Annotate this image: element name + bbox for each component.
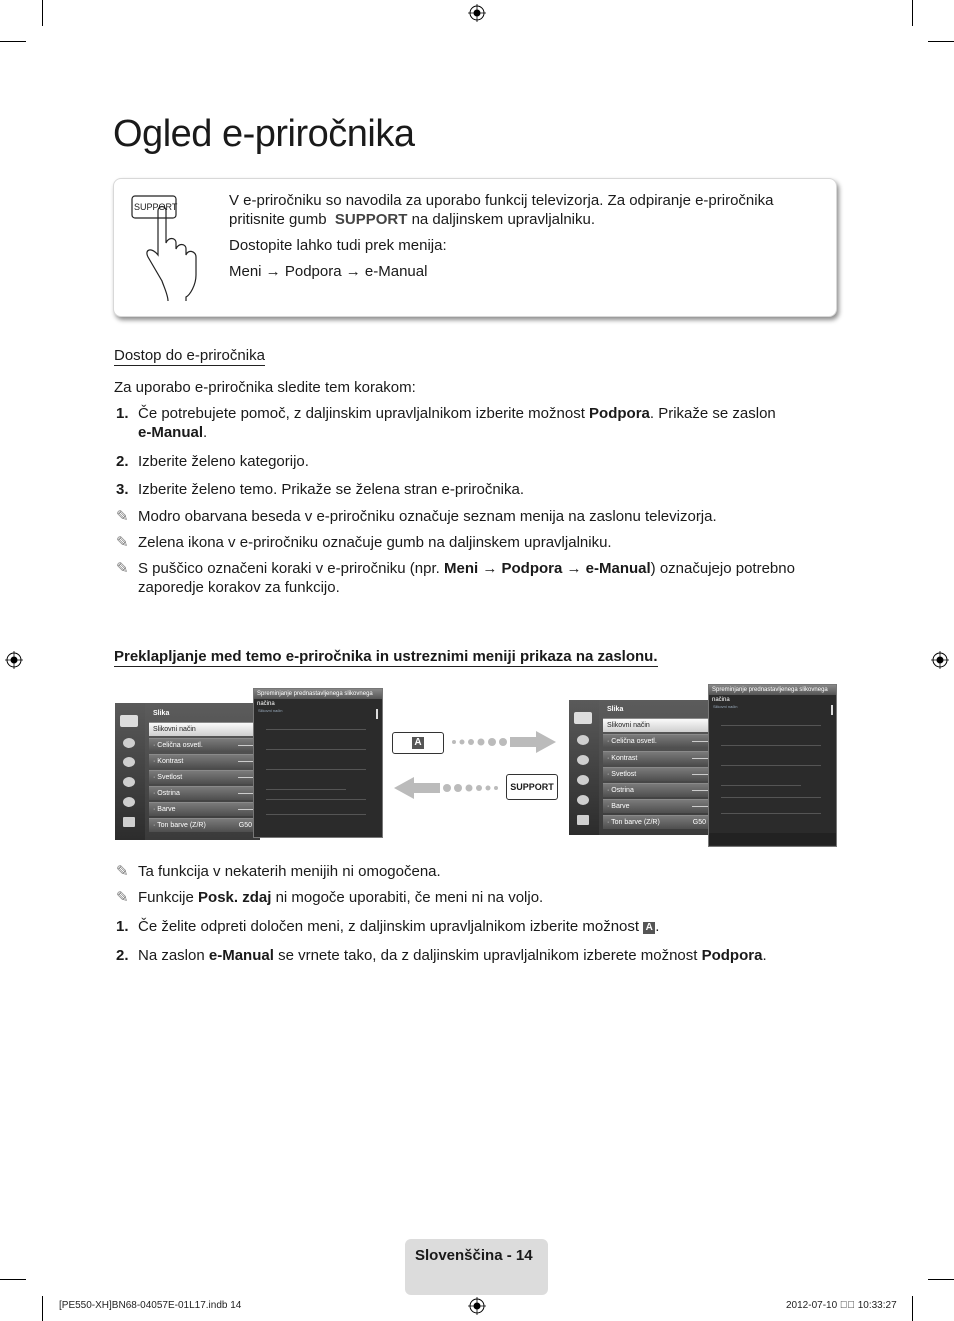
picture-icon (120, 715, 138, 727)
emanual-panel-title: Spreminjanje prednastavljenega slikovnega načina (709, 685, 836, 695)
step-number: 1. (116, 918, 129, 935)
section-heading: Dostop do e-priročnika (114, 347, 265, 364)
note-text-part: ) označujejo potrebno (650, 560, 795, 577)
crop-mark (912, 0, 913, 26)
key-a-button (392, 732, 444, 754)
menu-item[interactable]: · Kontrast (603, 751, 710, 765)
step-text-part: Na zaslon (138, 947, 205, 964)
crop-mark (0, 41, 26, 42)
note-pencil-icon: ✎ (116, 889, 129, 906)
menu-item[interactable]: · Celična osvetl. (149, 738, 256, 752)
network-icon (123, 777, 135, 787)
menu-item-label: Ton barve (Z/R) (157, 822, 206, 829)
crop-mark (0, 1279, 26, 1280)
note-pencil-icon: ✎ (116, 560, 129, 577)
broadcast-icon (577, 755, 589, 765)
menu-item-picture-mode[interactable] (149, 722, 256, 736)
menu-item-label: Svetlost (157, 774, 183, 781)
system-gear-icon (577, 795, 589, 805)
registration-mark-icon (5, 651, 23, 669)
step-number: 2. (116, 453, 129, 470)
note-text-part: Funkcije (138, 889, 194, 906)
menu-item-picture-mode[interactable] (603, 718, 714, 732)
menu-item-label: Celična osvetl. (157, 742, 203, 749)
sound-icon (577, 735, 589, 745)
note-text-part: ni mogoče uporabiti, če meni ni na voljo. (275, 889, 544, 906)
tv-menu-panel (145, 703, 260, 840)
network-icon (577, 775, 589, 785)
tv-sidebar (115, 703, 145, 840)
menu-item-label: Celična osvetl. (611, 738, 657, 745)
intro-paragraph (229, 191, 773, 229)
menu-item[interactable]: · Ostrina (149, 786, 256, 800)
step-text-part: . Prikaže se zaslon (649, 405, 776, 422)
note-text: Zelena ikona v e-priročniku označuje gumb na daljinskem upravljalniku. (138, 534, 612, 551)
step-text (138, 404, 776, 442)
support-key-name: SUPPORT (334, 211, 408, 228)
crop-mark (928, 41, 954, 42)
tv-screen-menu (115, 703, 260, 840)
menu-item[interactable]: · Svetlost (603, 767, 710, 781)
key-a-label: A (412, 737, 424, 749)
intro-text: na daljinskem upravljalniku. (411, 211, 596, 228)
menu-item-value: G50 (238, 822, 252, 829)
page-title: Ogled e-priročnika (113, 113, 415, 155)
picture-icon (574, 712, 592, 724)
page-number-label: Slovenščina - 14 (415, 1247, 533, 1264)
section-lead: Za uporabo e-priročnika sledite tem korakom: (114, 379, 416, 396)
step-text-part: . (762, 947, 767, 964)
note-text-part: zaporedje korakov za funkcijo. (138, 579, 340, 596)
step-number: 2. (116, 947, 129, 964)
menu-item[interactable]: · Barve (603, 799, 710, 813)
broadcast-icon (123, 757, 135, 767)
step-text-part: Če želite odpreti določen meni, z daljinskim upravljalnikom izberite možnost (138, 918, 640, 935)
menu-item-label: Ton barve (Z/R) (611, 819, 660, 826)
page-number-tab (405, 1239, 548, 1295)
key-a-inline-icon: A (643, 922, 655, 934)
step-text-part: . (655, 918, 660, 935)
menu-item[interactable]: · Svetlost (149, 770, 256, 784)
menu-item-label: Ostrina (157, 790, 180, 797)
menu-item-label: Kontrast (157, 758, 184, 765)
step-number: 1. (116, 405, 129, 422)
sound-icon (123, 738, 135, 748)
section-heading: Preklapljanje med temo e-priročnika in ustreznimi meniji prikaza na zaslonu. (114, 648, 658, 665)
support-icon (577, 815, 589, 825)
menu-term: Podpora (589, 405, 650, 422)
menu-term: Meni → Podpora → e-Manual (443, 560, 651, 577)
note-pencil-icon: ✎ (116, 863, 129, 880)
arrow-left-icon (394, 777, 500, 799)
menu-item-label: Barve (611, 803, 630, 810)
note-pencil-icon: ✎ (116, 534, 129, 551)
support-key-button: SUPPORT (506, 774, 558, 800)
menu-item-label: Ostrina (611, 787, 634, 794)
menu-item-label: Slikovni način (153, 726, 196, 733)
menu-term: e-Manual (138, 424, 204, 441)
menu-item-label: Svetlost (611, 771, 637, 778)
menu-item[interactable]: · Ton barve (Z/R) G50 (149, 818, 256, 832)
step-number: 3. (116, 481, 129, 498)
registration-mark-icon (931, 651, 949, 669)
emanual-panel (708, 684, 837, 847)
file-info: [PE550-XH]BN68-04057E-01L17.indb 14 (59, 1300, 242, 1311)
emanual-scrollbar[interactable] (831, 705, 833, 715)
step-text-part: se vrnete tako, da z daljinskim upravljalnikom izberete možnost (278, 947, 698, 964)
note-pencil-icon: ✎ (116, 508, 129, 525)
emanual-panel-title: Spreminjanje prednastavljenega slikovnega načina (254, 689, 382, 699)
tv-menu-panel (599, 700, 714, 835)
crop-mark (912, 1296, 913, 1321)
note-text-part: S puščico označeni koraki v e-priročniku (npr. (138, 560, 440, 577)
note-text (138, 888, 543, 907)
step-text-part: . (203, 424, 208, 441)
menu-title: Slika (607, 706, 624, 713)
crop-mark (42, 0, 43, 26)
menu-item-value: G50 (692, 819, 706, 826)
tv-screen-menu (569, 700, 714, 835)
arrow-right-icon (450, 731, 556, 753)
menu-item[interactable]: · Ton barve (Z/R) G50 (603, 815, 710, 829)
system-gear-icon (123, 797, 135, 807)
step-text-part: Če potrebujete pomoč, z daljinskim upravljalnikom izberite možnost (138, 405, 585, 422)
menu-term: Posk. zdaj (198, 889, 272, 906)
menu-item-label: Barve (157, 806, 176, 813)
menu-title: Slika (153, 710, 170, 717)
intro-text: V e-priročniku so navodila za uporabo funkcij televizorja. Za odpiranje e-priročnika (229, 192, 774, 209)
note-text (138, 559, 795, 597)
support-icon (123, 817, 135, 827)
crop-mark (42, 1296, 43, 1321)
note-text: Modro obarvana beseda v e-priročniku označuje seznam menija na zaslonu televizorja. (138, 508, 717, 525)
menu-item-label: Kontrast (611, 755, 638, 762)
step-text (138, 917, 659, 936)
menu-item[interactable]: · Ostrina (603, 783, 710, 797)
emanual-subtitle: Slikovni način (258, 708, 283, 713)
step-text (138, 946, 767, 965)
print-datetime: 2012-07-10 ￿￿ 10:33:27 (786, 1300, 897, 1311)
support-button-label: SUPPORT (134, 202, 178, 212)
emanual-scrollbar[interactable] (376, 709, 378, 719)
menu-item[interactable]: · Celična osvetl. (603, 734, 710, 748)
step-text: Izberite želeno kategorijo. (138, 453, 309, 470)
tv-sidebar (569, 700, 599, 835)
note-text: Ta funkcija v nekaterih menijih ni omogočena. (138, 863, 441, 880)
menu-item[interactable]: · Kontrast (149, 754, 256, 768)
intro-menu-path: Meni → Podpora → e-Manual (229, 263, 428, 280)
registration-mark-icon (468, 1297, 486, 1315)
emanual-panel (253, 688, 383, 838)
menu-term: e-Manual (208, 947, 274, 964)
step-text: Izberite želeno temo. Prikaže se želena stran e-priročnika. (138, 481, 525, 498)
intro-text: pritisnite gumb (229, 211, 327, 228)
registration-mark-icon (468, 4, 486, 22)
intro-access-text: Dostopite lahko tudi prek menija: (229, 237, 447, 254)
emanual-subtitle: Slikovni način (713, 704, 738, 709)
intro-box (113, 178, 837, 317)
menu-item[interactable]: · Barve (149, 802, 256, 816)
crop-mark (928, 1279, 954, 1280)
menu-term: Podpora (701, 947, 763, 964)
menu-item-label: Slikovni način (607, 722, 650, 729)
